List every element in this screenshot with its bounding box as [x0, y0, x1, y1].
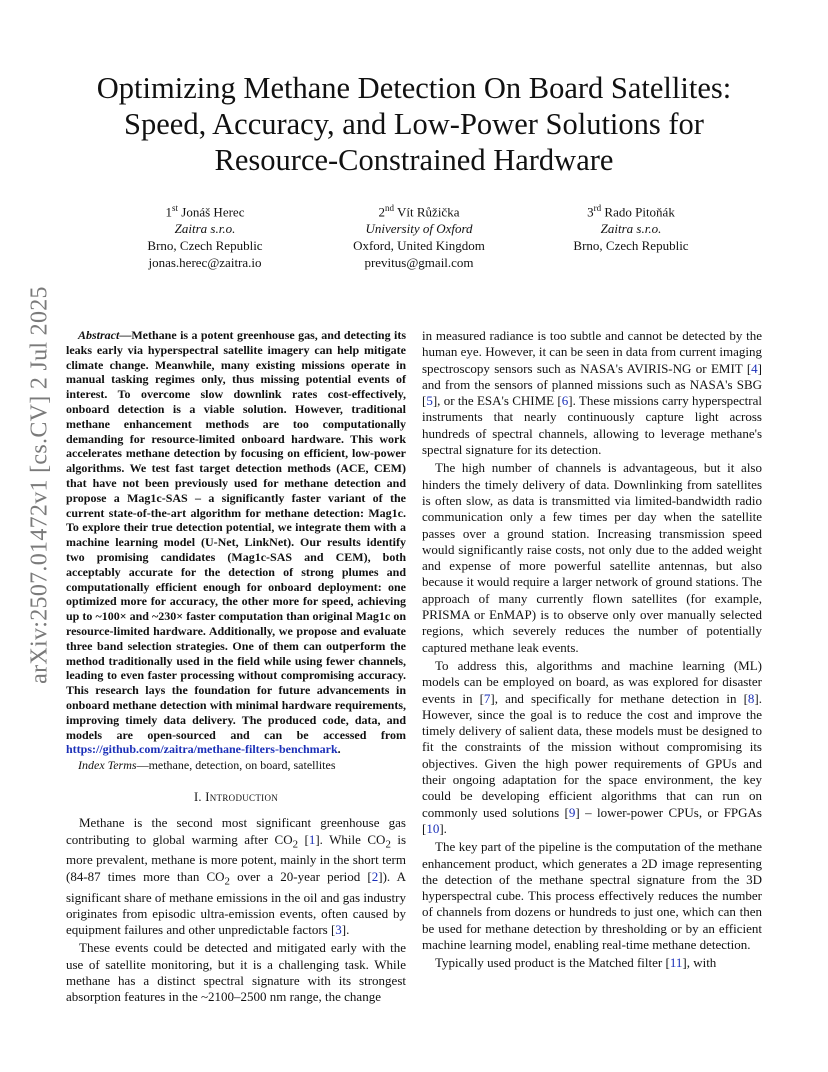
index-terms	[66, 758, 406, 773]
author-location: Brno, Czech Republic	[573, 238, 689, 254]
author-block	[100, 200, 740, 280]
citation-link[interactable]: 5	[426, 393, 433, 409]
author-1	[100, 200, 310, 271]
author-ordinal-suffix: rd	[593, 203, 602, 213]
author-name: Rado Pitoňák	[604, 204, 675, 220]
abstract-tail: .	[337, 742, 341, 757]
index-terms-lead: Index Terms	[78, 758, 137, 773]
author-name: Vít Růžička	[397, 204, 460, 220]
author-ordinal: 2	[378, 204, 385, 220]
citation-link[interactable]: 8	[747, 690, 755, 706]
index-terms-body: —methane, detection, on board, satellites	[136, 758, 336, 773]
citation-link[interactable]: 10	[426, 820, 440, 836]
right-column	[422, 328, 762, 974]
abstract-body: —Methane is a potent greenhouse gas, and detecting its leaks early via hyperspectral satellite imagery can help mitigate climate change. Meanwhile, many existing missions operate in manual tasking regimes only, thus missing potential events of interest. To overcome slow downlink rates cost-effectively, onboard detection is a viable solution. However, traditional methane enhancement methods are too computationally demanding for resource-limited onboard hardware. This work accelerates methane detection by focusing on efficient, low-power algorithms. We test fast target detection methods (ACE, CEM) that have not been previously used for methane detection and propose a Mag1c-SAS – a significantly faster variant of the current state-of-the-art algorithm for methane detection: Mag1c. To explore their true detection potential, we integrate them with a machine learning model (U-Net, LinkNet). Our results identify two promising candidates (Mag1c-SAS and CEM), both acceptably accurate for the detection of strong plumes and computationally efficient enough for onboard deployment: one optimized more for accuracy, the other more for speed, achieving up to ~100× and ~230× faster computation than original Mag1c on resource-limited hardware. Additionally, we propose and evaluate three band selection strategies. One of them can outperform the method traditionally used in the field while using fewer channels, leading to even faster processing without compromising accuracy. This research lays the foundation for future advancements in onboard methane detection with minimal hardware requirements, improving timely data delivery. The produced code, data, and models are open-sourced and can be accessed from	[66, 328, 406, 742]
arxiv-identifier-stamp	[20, 286, 60, 684]
author-affiliation: Zaitra s.r.o.	[174, 221, 236, 237]
abstract	[66, 328, 406, 757]
paper-title	[40, 70, 788, 178]
author-name: Jonáš Herec	[181, 204, 245, 220]
author-location: Brno, Czech Republic	[147, 238, 263, 254]
citation-link[interactable]: 6	[561, 393, 569, 409]
body-paragraph: Methane is the second most significant greenhouse gas contributing to global warming after $CO_2$ [1]. While $CO_2$ is more prevalent, methane is more potent, mainly in the short term (84-87 times more than $CO_2$ over a 20-year period [2]). A significant share of methane emissions in the oil and gas industry originates from episodic ultra-emission events, often caused by equipment failures and other unpredictable factors [3].	[66, 815, 407, 938]
paper-title-line: Speed, Accuracy, and Low-Power Solutions for	[124, 107, 704, 141]
arxiv-identifier-text: arXiv:2507.01472v1 [cs.CV] 2 Jul 2025	[26, 286, 53, 684]
author-email: previtus@gmail.com	[364, 255, 474, 271]
author-ordinal-suffix: nd	[385, 203, 394, 213]
citation-link[interactable]: 3	[335, 922, 342, 938]
subscript: 2	[292, 838, 299, 851]
citation-link[interactable]: 9	[568, 804, 576, 820]
paper-title-line: Optimizing Methane Detection On Board Satellites:	[96, 71, 732, 105]
body-paragraph: To address this, algorithms and machine learning (ML) models can be employed on board, as was explored for disaster events in [7], and specifically for methane detection in [8]. However, since the goal is to reduce the cost and improve the timely delivery of salient data, these models must be designed to fit the constraints of the mission without compromising its objectives. Given the high power requirements of GPUs and their ongoing adaptation for the space environment, the key could be developing efficient algorithms that can run on commonly used solutions [9] – lower-power CPUs, or FPGAs [10].	[422, 657, 762, 836]
citation-link[interactable]: 1	[308, 831, 316, 847]
author-affiliation: University of Oxford	[365, 221, 473, 237]
author-location: Oxford, United Kingdom	[353, 238, 485, 254]
author-3	[526, 200, 736, 254]
author-ordinal-suffix: st	[172, 203, 179, 213]
abstract-lead: Abstract	[78, 328, 120, 342]
citation-link[interactable]: 11	[669, 955, 683, 971]
citation-link[interactable]: 2	[371, 868, 379, 884]
body-paragraph: Typically used product is the Matched filter [11], with	[435, 955, 717, 971]
section-title: Introduction	[205, 789, 279, 804]
body-paragraph: These events could be detected and mitigated early with the use of satellite monitoring, but it is a challenging task. While methane has a distinct spectral signature with its strongest absorption features in the ~2100–2500 nm range, the change	[66, 940, 406, 1005]
author-name-line	[526, 200, 736, 220]
author-email: jonas.herec@zaitra.io	[148, 255, 262, 271]
author-2	[314, 200, 524, 271]
left-paragraphs	[66, 815, 406, 1005]
left-column	[66, 328, 406, 1008]
body-paragraph: The high number of channels is advantageous, but it also hinders the timely delivery of data. Downlinking from satellites is often slow, as data is transmitted via limited-bandwidth radio communication only a few times per day when the satellite passes over a ground station. Increasing transmission speed would significantly raise costs, not only due to the added weight and expense of more powerful satellite antennas, but also because it would require a larger network of ground stations. The approach of many currently flown satellites (for example, PRISMA or EnMAP) is to observe only over manually selected regions, which severely reduces the number of potentially captured methane leak events.	[422, 460, 762, 655]
code-repository-link[interactable]: https://github.com/zaitra/methane-filters-benchmark	[66, 742, 338, 757]
section-number: I.	[193, 789, 202, 804]
section-heading	[66, 789, 406, 805]
citation-link[interactable]: 4	[751, 360, 758, 376]
author-ordinal: 3	[587, 204, 594, 220]
author-ordinal: 1	[165, 204, 173, 220]
author-name-line	[100, 200, 310, 220]
citation-link[interactable]: 7	[483, 690, 491, 706]
subscript: 2	[385, 838, 391, 851]
body-paragraph: The key part of the pipeline is the computation of the methane enhancement product, which generates a 2D image representing the detection of the methane spectral signature from the 3D hyperspectral cube. This process effectively reduces the number of channels from dozens or hundreds to just one, which can then be used for methane detection by thresholding or by an efficient machine learning model, enabling real-time methane detection.	[422, 839, 762, 952]
subscript: 2	[224, 875, 230, 888]
paper-title-line: Resource-Constrained Hardware	[214, 143, 614, 177]
author-name-line	[314, 200, 524, 220]
body-paragraph: in measured radiance is too subtle and cannot be detected by the human eye. However, it can be seen in data from current imaging spectroscopy sensors such as NASA's AVIRIS-NG or EMIT [4] and from the sensors of planned missions such as NASA's SBG [5], or the ESA's CHIME [6]. These missions carry hyperspectral instruments that nearly continuously capture light across hundreds of spectral channels, allowing to leverage methane's spectral signature for its detection.	[422, 328, 763, 458]
author-affiliation: Zaitra s.r.o.	[600, 221, 662, 237]
right-paragraphs	[422, 328, 762, 972]
